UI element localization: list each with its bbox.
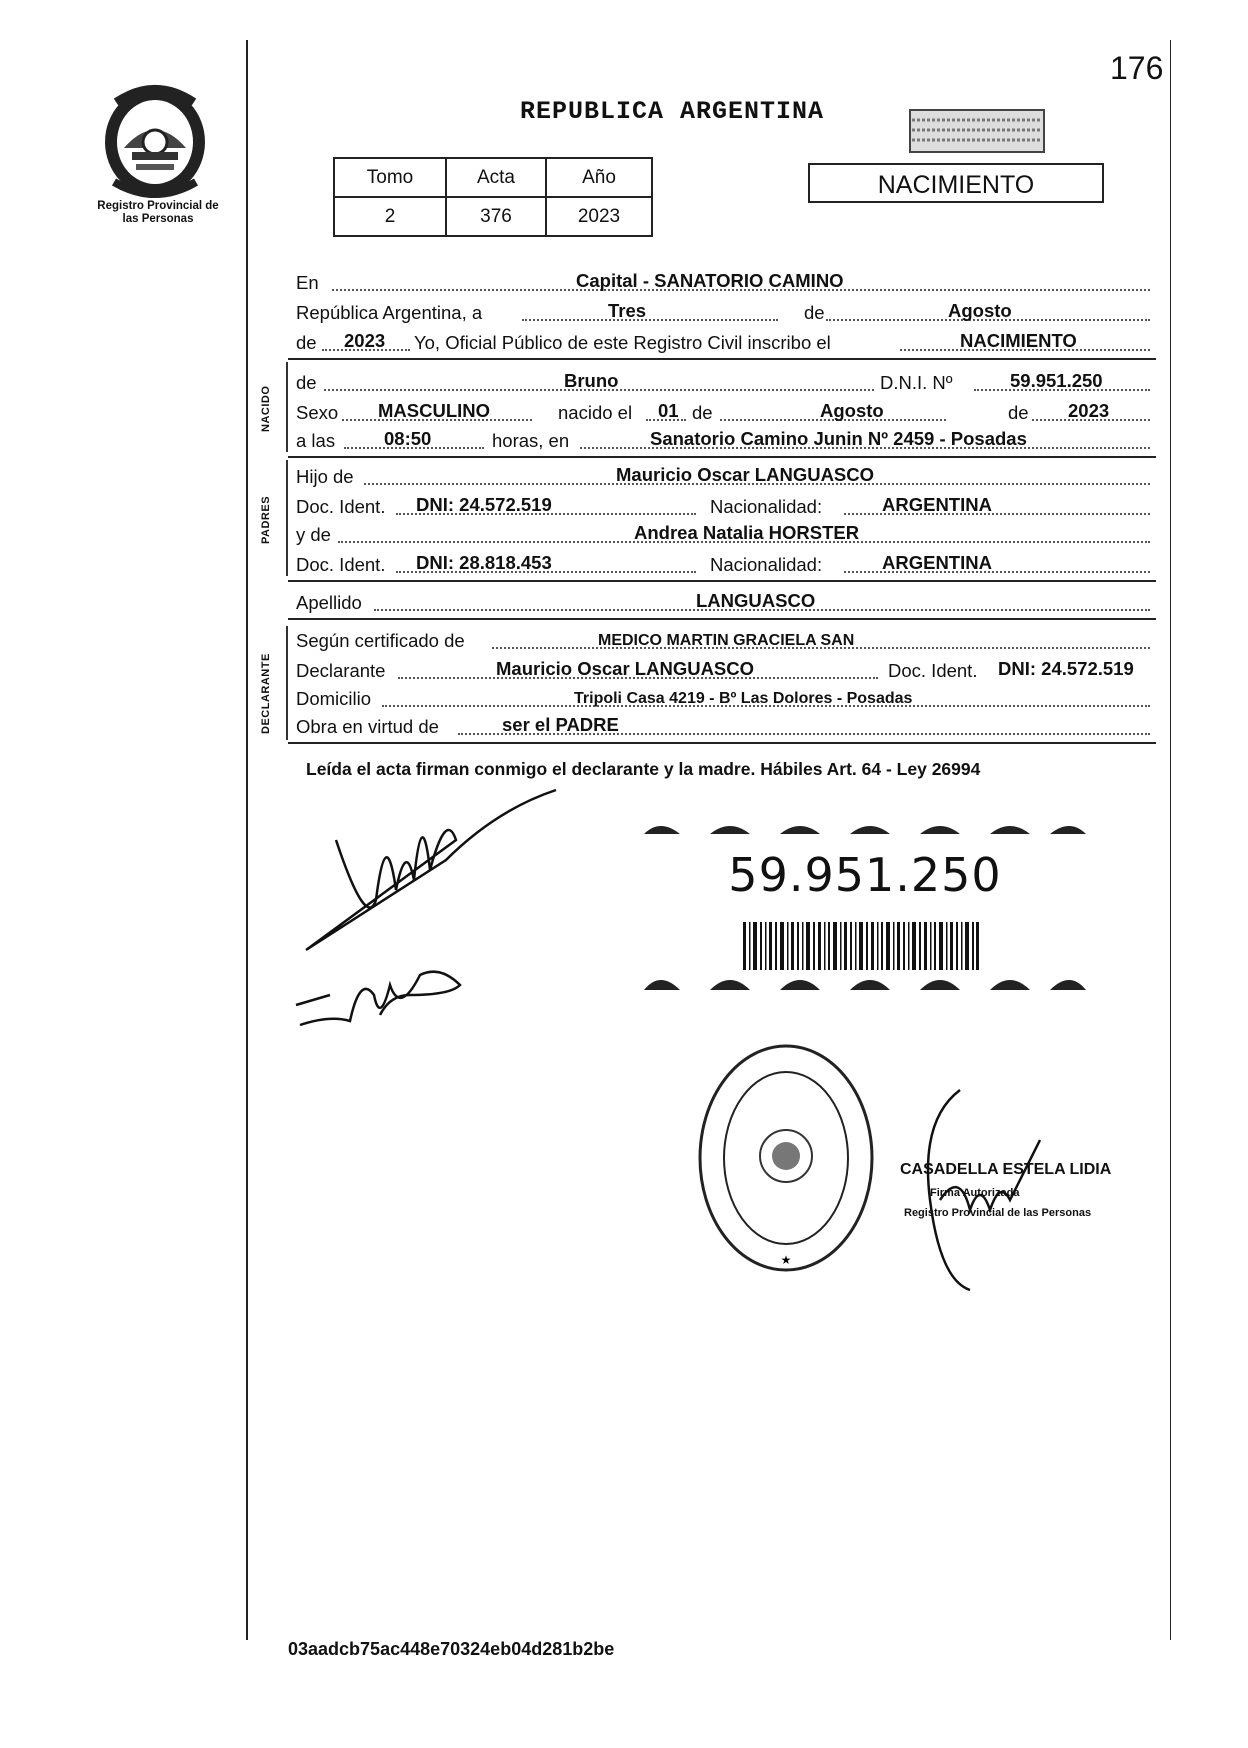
row-hijo-de [296,462,1154,490]
label-mother-doc: Doc. Ident. [296,554,386,575]
row-alas [296,426,1154,454]
value-sexo: MASCULINO [378,400,491,421]
row-obra [296,712,1154,740]
value-domicilio: Tripoli Casa 4219 - Bº Las Dolores - Posadas [574,690,913,707]
label-y-de: y de [296,524,331,545]
row-domicilio [296,684,1154,712]
label-horas: horas, en [492,430,570,451]
value-name: Bruno [564,370,619,391]
table-value-ano: 2023 [546,197,652,236]
value-day: Tres [608,300,647,321]
document-title: REPUBLICA ARGENTINA [520,97,825,126]
value-decl-doc: DNI: 24.572.519 [998,658,1134,679]
row-apellido [296,588,1154,616]
row-y-de [296,520,1154,548]
closing-statement: Leída el acta firman conmigo el declarante y la madre. Hábiles Art. 64 - Ley 26994 [306,759,981,779]
row-certificado [296,626,1154,654]
value-year: 2023 [344,330,386,351]
value-time: 08:50 [384,428,432,449]
value-birth-month: Agosto [820,400,884,421]
value-month: Agosto [948,300,1012,321]
page-number: 176 [1110,50,1164,86]
row-declarante [296,656,1154,684]
table-header-tomo: Tomo [334,158,446,197]
label-father-doc: Doc. Ident. [296,496,386,517]
value-birth-day: 01 [658,400,679,421]
section-label-nacido: NACIDO [260,385,272,432]
label-declarante: Declarante [296,660,386,681]
row-sexo [296,398,1154,426]
label-dni: D.N.I. Nº [880,372,953,393]
label-sexo: Sexo [296,402,339,423]
official-org: Registro Provincial de las Personas [904,1207,1092,1219]
label-hijo-de: Hijo de [296,466,354,487]
label-de-month: de [804,302,825,323]
value-mother-nac: ARGENTINA [882,552,992,573]
value-father-nac: ARGENTINA [882,494,992,515]
row-inscribo [296,328,1154,356]
value-birth-place: Sanatorio Camino Junin Nº 2459 - Posadas [650,428,1027,449]
value-obra: ser el PADRE [502,714,619,735]
label-de-birth-month: de [692,402,713,423]
label-inscribo: Yo, Oficial Público de este Registro Civil inscribo el [414,332,831,353]
table-header-acta: Acta [446,158,546,197]
label-domicilio: Domicilio [296,688,372,709]
value-certificado: MEDICO MARTIN GRACIELA SAN [598,632,855,649]
signature-declarante-icon [296,780,566,960]
security-stamp-icon [908,108,1046,154]
official-seal-icon [696,1040,876,1276]
label-de-year: de [296,332,317,353]
label-certificado: Según certificado de [296,630,465,651]
section-label-declarante: DECLARANTE [260,653,272,734]
label-apellido: Apellido [296,592,362,613]
table-header-ano: Año [546,158,652,197]
value-declarante: Mauricio Oscar LANGUASCO [496,658,755,679]
row-nacido-name [296,368,1154,396]
barcode-icon [743,922,979,970]
value-father: Mauricio Oscar LANGUASCO [616,464,875,485]
document-hash: 03aadcb75ac448e70324eb04d281b2be [288,1639,615,1659]
section-label-padres: PADRES [260,495,272,544]
label-de-birth-year: de [1008,402,1029,423]
official-name: CASADELLA ESTELA LIDIA [900,1161,1112,1178]
row-en [296,268,1154,296]
row-father-doc [296,492,1154,520]
label-father-nac: Nacionalidad: [710,496,823,517]
label-en: En [296,272,319,293]
label-decl-doc: Doc. Ident. [888,660,978,681]
right-margin-line [1170,40,1171,1640]
label-obra: Obra en virtud de [296,716,439,737]
label-de-name: de [296,372,317,393]
registry-name: Registro Provincial de las Personas [97,200,219,225]
label-republica: República Argentina, a [296,302,483,323]
official-role: Firma Autorizada [930,1187,1020,1199]
value-apellido: LANGUASCO [696,590,816,611]
signature-mother-icon [290,955,490,1035]
value-en: Capital - SANATORIO CAMINO [576,270,844,291]
label-nacido-el: nacido el [558,402,633,423]
left-margin-line [246,40,248,1640]
dni-stamp-number: 59.951.250 [728,848,1002,902]
table-value-acta: 376 [446,197,546,236]
province-emblem-icon [96,82,214,200]
table-value-tomo: 2 [334,197,446,236]
act-type-box: NACIMIENTO [808,163,1104,203]
label-mother-nac: Nacionalidad: [710,554,823,575]
value-father-doc: DNI: 24.572.519 [416,494,552,515]
row-mother-doc [296,550,1154,578]
value-dni: 59.951.250 [1010,370,1103,391]
row-republica [296,298,1154,326]
value-inscribo: NACIMIENTO [960,330,1077,351]
value-birth-year: 2023 [1068,400,1110,421]
seal-star: ★ [780,1253,792,1267]
value-mother: Andrea Natalia HORSTER [634,522,860,543]
label-alas: a las [296,430,336,451]
value-mother-doc: DNI: 28.818.453 [416,552,552,573]
registry-table [333,157,653,237]
